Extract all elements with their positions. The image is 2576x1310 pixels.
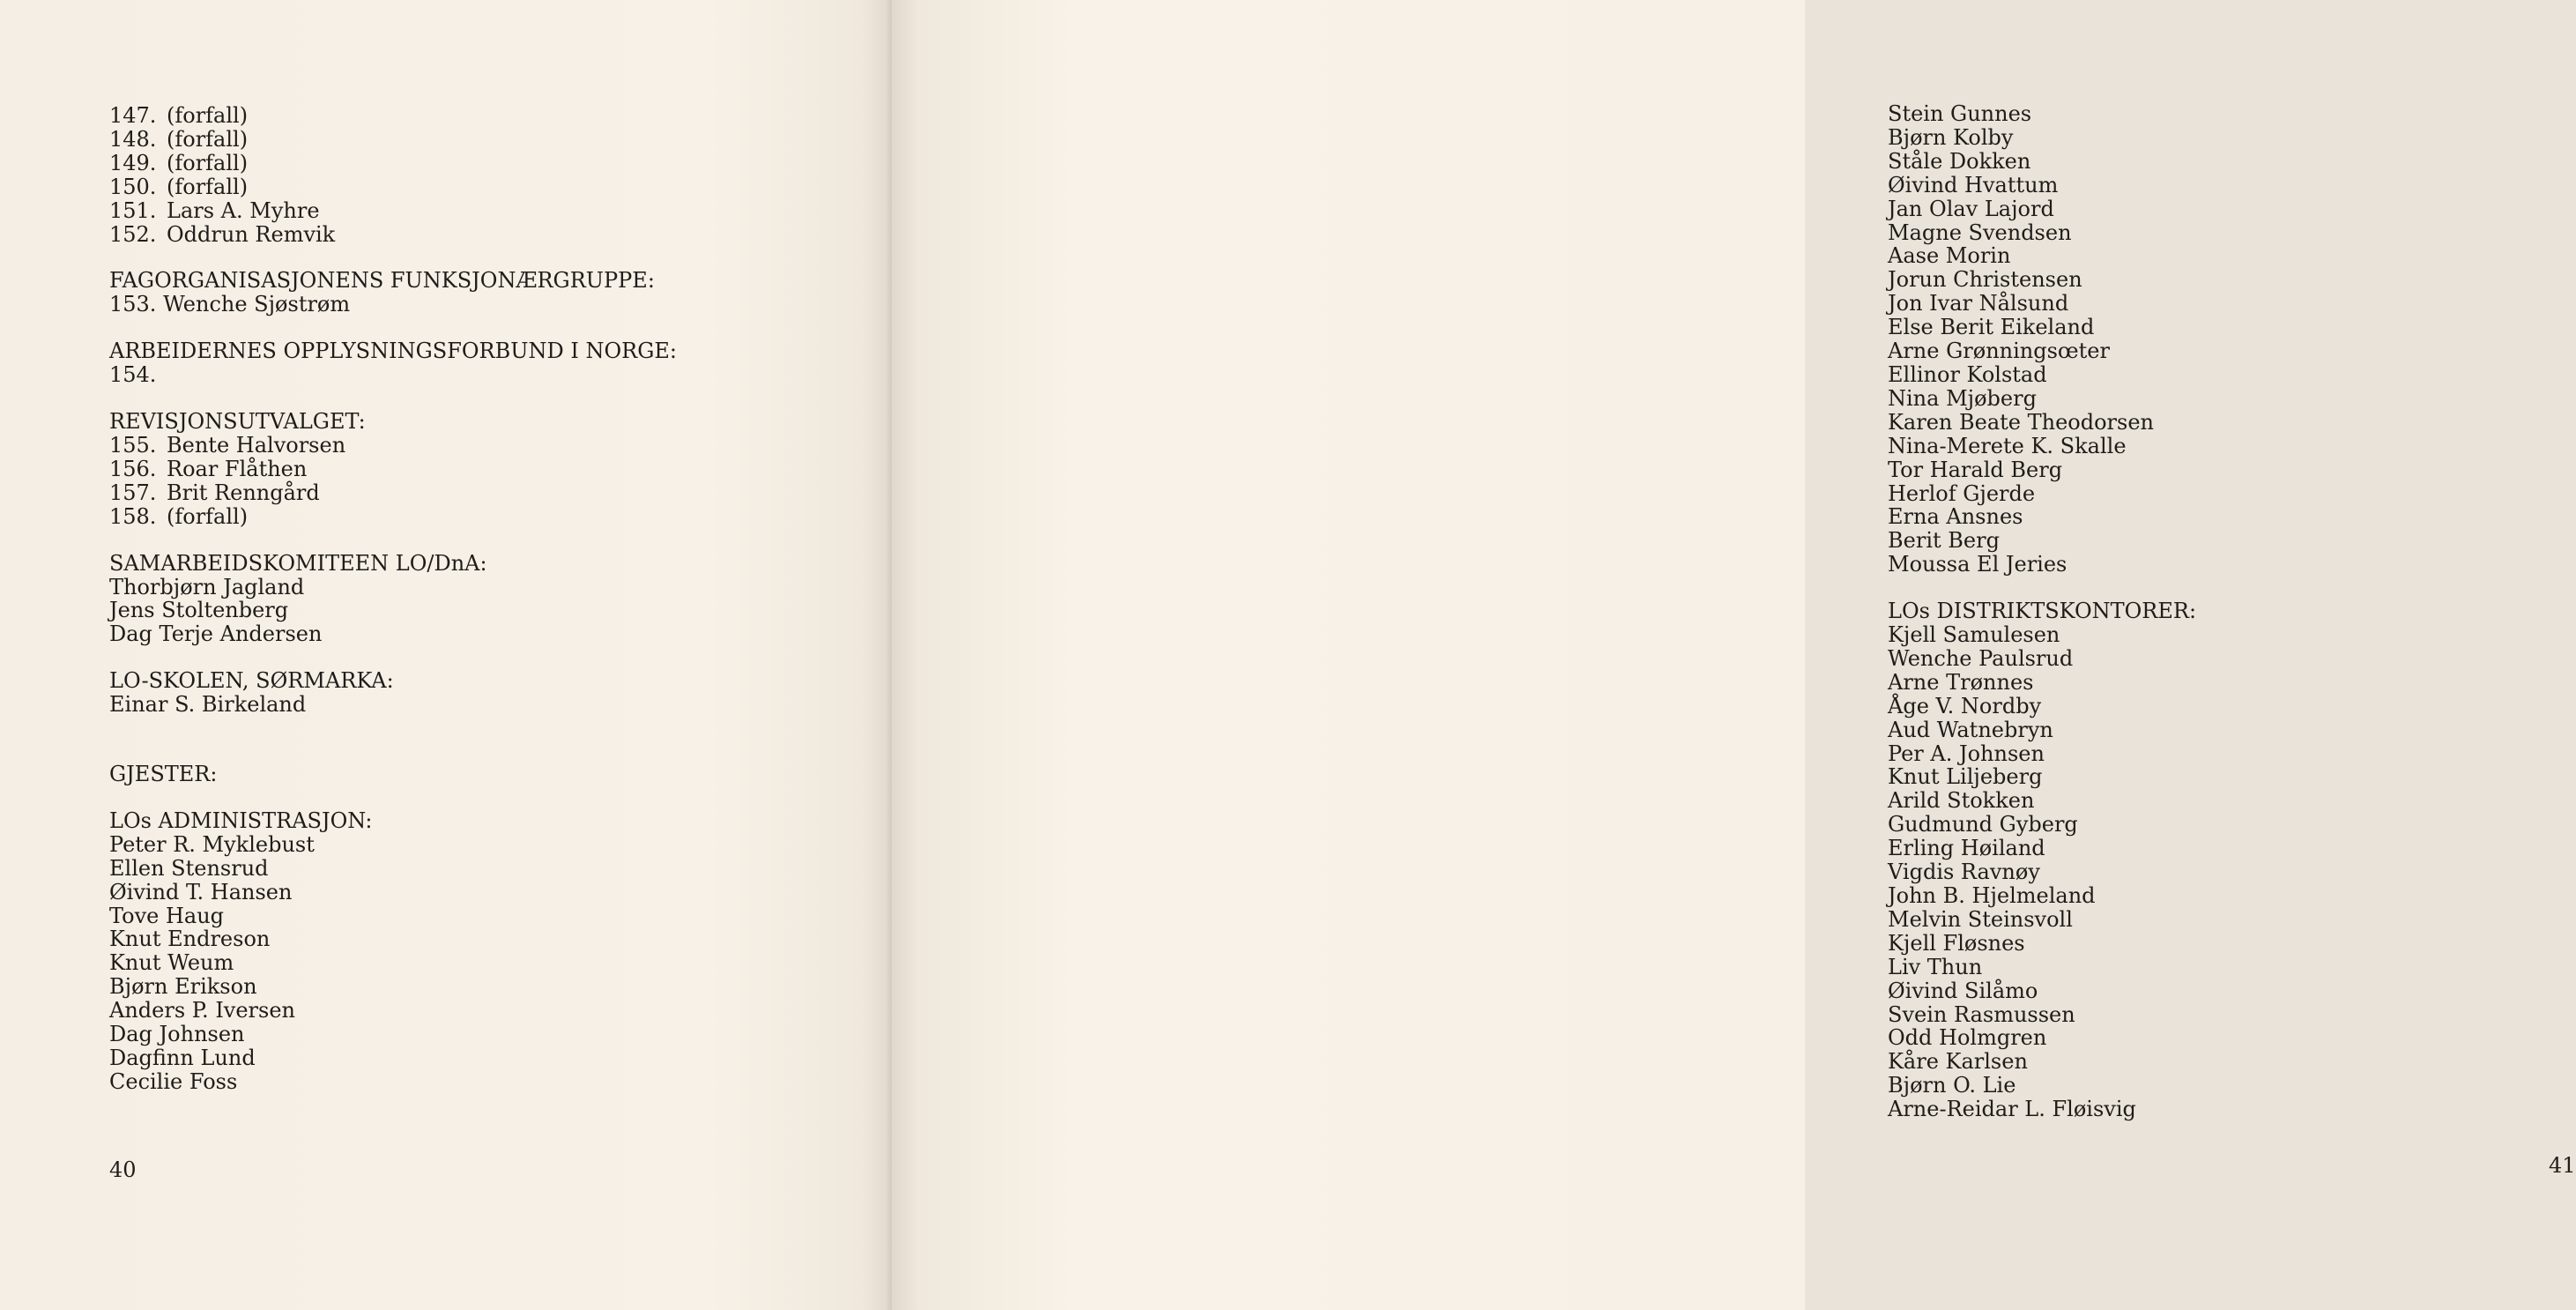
item-number: 158. <box>109 503 157 529</box>
name-item: Aud Watnebryn <box>1888 717 2053 742</box>
item-number: 152. <box>109 221 157 247</box>
page-number-left: 40 <box>109 1157 137 1182</box>
aof-heading: ARBEIDERNES OPPLYSNINGSFORBUND I NORGE: <box>109 339 677 364</box>
name-item: Dagfinn Lund <box>109 1046 256 1070</box>
list-item <box>109 152 677 175</box>
fagorg-heading: FAGORGANISASJONENS FUNKSJONÆRGRUPPE: <box>109 268 655 294</box>
name-item: Erna Ansnes <box>1888 504 2023 530</box>
item-number: 148. <box>109 126 157 152</box>
admin-list <box>109 833 677 1094</box>
name-item: Ellen Stensrud <box>109 855 269 881</box>
name-item: Ståle Dokken <box>1888 148 2031 174</box>
name-item: Ellinor Kolstad <box>1888 361 2047 387</box>
name-item: Cecilie Foss <box>109 1068 238 1094</box>
name-item: Jens Stoltenberg <box>109 598 289 623</box>
name-item: Øivind Silåmo <box>1888 978 2038 1003</box>
name-item: Thorbjørn Jagland <box>109 574 305 599</box>
list-item <box>109 223 677 247</box>
item-name: (forfall) <box>167 174 249 199</box>
item-number: 150. <box>109 174 157 199</box>
loskolen-heading: LO-SKOLEN, SØRMARKA: <box>109 668 394 694</box>
name-item: Melvin Steinsvoll <box>1888 906 2073 932</box>
list-item <box>109 434 677 458</box>
name-item: Kåre Karlsen <box>1888 1049 2028 1075</box>
item-name: Roar Flåthen <box>167 456 308 481</box>
name-item: Jorun Christensen <box>1888 267 2082 293</box>
name-item: Tove Haug <box>109 903 225 928</box>
revisjon-list <box>109 434 677 529</box>
item-number: 151. <box>109 197 157 223</box>
name-item: Odd Holmgren <box>1888 1025 2047 1051</box>
member-list-start <box>109 104 677 246</box>
name-item: Gudmund Gyberg <box>1888 812 2078 837</box>
left-column <box>109 104 677 1094</box>
item-number: 147. <box>109 103 157 128</box>
left-page <box>0 0 888 1310</box>
name-item: Else Berit Eikeland <box>1888 315 2095 340</box>
list-item <box>109 481 677 505</box>
item-number: 149. <box>109 150 157 175</box>
name-item: Einar S. Birkeland <box>109 692 307 718</box>
item-name: (forfall) <box>167 126 249 152</box>
list-item <box>109 175 677 199</box>
item-name: Oddrun Remvik <box>167 221 336 247</box>
item-name: Lars A. Myhre <box>167 197 320 223</box>
name-item: Arne-Reidar L. Fløisvig <box>1888 1097 2136 1122</box>
name-item: Bjørn O. Lie <box>1888 1073 2016 1098</box>
name-item: Karen Beate Theodorsen <box>1888 409 2155 435</box>
name-item: Arne Trønnes <box>1888 669 2034 695</box>
item-name: Bente Halvorsen <box>167 432 346 458</box>
name-item: Øivind T. Hansen <box>109 879 293 904</box>
name-item: Bjørn Erikson <box>109 974 257 1000</box>
name-item: Knut Endreson <box>109 927 271 952</box>
name-item: Jan Olav Lajord <box>1888 196 2054 221</box>
samarbeid-list <box>109 576 677 647</box>
name-item: Berit Berg <box>1888 528 2000 554</box>
name-item: John B. Hjelmeland <box>1888 883 2096 908</box>
name-item: Tor Harald Berg <box>1888 457 2063 482</box>
name-item: Stein Gunnes <box>1888 101 2032 126</box>
list-item <box>109 199 677 223</box>
item-number: 156. <box>109 456 157 481</box>
list-item <box>109 104 677 128</box>
name-item: Åge V. Nordby <box>1888 693 2042 718</box>
name-item: Magne Svendsen <box>1888 220 2072 245</box>
name-item: Moussa El Jeries <box>1888 552 2067 577</box>
samarbeid-heading: SAMARBEIDSKOMITEEN LO/DnA: <box>109 550 487 576</box>
list-item <box>109 128 677 152</box>
page-number-right: 41 <box>2549 1153 2576 1178</box>
name-item: Liv Thun <box>1888 954 1983 979</box>
list-item <box>109 458 677 481</box>
item-name: (forfall) <box>167 503 249 529</box>
name-item: Arild Stokken <box>1888 788 2035 814</box>
name-item: Jon Ivar Nålsund <box>1888 291 2069 316</box>
name-item: Bjørn Kolby <box>1888 124 2014 150</box>
name-item: Knut Weum <box>109 950 234 976</box>
fagorg-entry: 153. Wenche Sjøstrøm <box>109 292 351 317</box>
revisjon-heading: REVISJONSUTVALGET: <box>109 409 366 435</box>
name-item: Erling Høiland <box>1888 836 2045 861</box>
item-name: (forfall) <box>167 103 249 128</box>
item-number: 157. <box>109 480 157 505</box>
name-item: Dag Johnsen <box>109 1022 245 1047</box>
gjester-heading: GJESTER: <box>109 762 218 787</box>
name-item: Knut Liljeberg <box>1888 764 2043 790</box>
name-item: Nina Mjøberg <box>1888 385 2037 411</box>
name-item: Peter R. Myklebust <box>109 831 315 857</box>
name-item: Wenche Paulsrud <box>1888 645 2074 671</box>
name-item: Herlof Gjerde <box>1888 480 2036 506</box>
name-item: Dag Terje Andersen <box>109 622 323 647</box>
item-number: 155. <box>109 432 157 458</box>
right-column <box>1888 102 2196 1121</box>
name-item: Per A. Johnsen <box>1888 741 2045 766</box>
loskolen-list <box>109 693 677 717</box>
item-name: Brit Renngård <box>167 480 320 505</box>
distrikt-heading: LOs DISTRIKTSKONTORER: <box>1888 599 2197 624</box>
name-item: Arne Grønningsœter <box>1888 339 2110 364</box>
name-item: Aase Morin <box>1888 243 2011 269</box>
aof-entry: 154. <box>109 362 157 388</box>
list-item <box>109 505 677 529</box>
name-item: Anders P. Iversen <box>109 998 296 1023</box>
name-item: Nina-Merete K. Skalle <box>1888 433 2127 458</box>
name-item: Kjell Samulesen <box>1888 622 2060 648</box>
name-item: Svein Rasmussen <box>1888 1001 2075 1027</box>
guest-names-list <box>1888 102 2196 577</box>
item-name: (forfall) <box>167 150 249 175</box>
admin-heading: LOs ADMINISTRASJON: <box>109 808 373 833</box>
right-page <box>892 0 2576 1310</box>
name-item: Øivind Hvattum <box>1888 172 2059 197</box>
distrikt-list <box>1888 623 2196 1121</box>
name-item: Kjell Fløsnes <box>1888 930 2025 956</box>
name-item: Vigdis Ravnøy <box>1888 860 2040 885</box>
